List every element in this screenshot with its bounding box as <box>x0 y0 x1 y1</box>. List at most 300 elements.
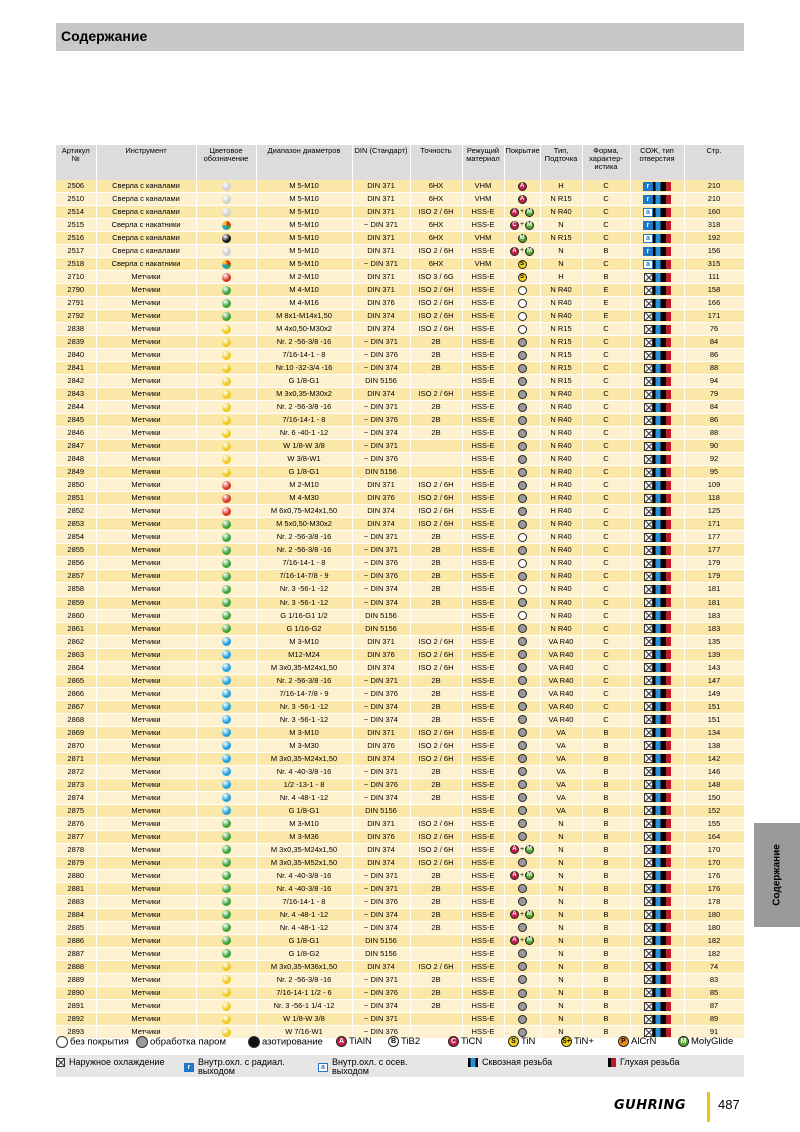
table-cell: Метчики <box>96 453 196 466</box>
coating-icon <box>518 922 527 934</box>
table-cell: N <box>540 895 582 908</box>
table-row <box>56 674 744 687</box>
table-cell: ~ DIN 371 <box>352 765 410 778</box>
table-cell: N R40 <box>540 557 582 570</box>
table-cell: ISO 2 / 6H <box>410 245 462 258</box>
cooling-cell <box>630 518 684 531</box>
color-code-cell <box>196 271 256 284</box>
table-cell: 7/16-14-1 - 8 <box>256 895 352 908</box>
table-cell: HSS-E <box>462 622 504 635</box>
color-ball-icon <box>222 676 231 685</box>
coating-cell <box>504 609 540 622</box>
color-ball-icon <box>222 260 231 269</box>
color-ball-icon <box>222 767 231 776</box>
coating-cell <box>504 336 540 349</box>
table-cell: G 1/8-G1 <box>256 375 352 388</box>
table-cell <box>410 375 462 388</box>
table-cell: 2B <box>410 531 462 544</box>
table-cell: Метчики <box>96 570 196 583</box>
color-code-cell <box>196 921 256 934</box>
table-row <box>56 271 744 284</box>
table-cell: HSS-E <box>462 856 504 869</box>
table-cell: Метчики <box>96 427 196 440</box>
table-cell: M 5-M10 <box>256 193 352 206</box>
color-code-cell <box>196 778 256 791</box>
table-cell: 125 <box>684 505 744 518</box>
table-cell: HSS-E <box>462 284 504 297</box>
table-cell: N R40 <box>540 401 582 414</box>
table-cell: DIN 5156 <box>352 934 410 947</box>
cooling-cell <box>630 375 684 388</box>
column-header: Артикул № <box>56 145 96 180</box>
table-cell: DIN 5156 <box>352 804 410 817</box>
legend-item <box>468 1058 552 1067</box>
cooling-legend-icon: r <box>184 1063 194 1072</box>
legend-label: Сквозная резьба <box>482 1057 553 1068</box>
cooling-icons <box>644 455 671 464</box>
cooling-cell <box>630 193 684 206</box>
table-cell: 171 <box>684 518 744 531</box>
cooling-icons <box>644 637 671 646</box>
table-cell: N R40 <box>540 414 582 427</box>
table-row <box>56 557 744 570</box>
footer-accent-bar <box>707 1092 710 1122</box>
table-cell: VHM <box>462 180 504 193</box>
table-cell: Метчики <box>96 713 196 726</box>
coating-icon <box>518 766 527 778</box>
table-cell: 134 <box>684 726 744 739</box>
table-cell: DIN 374 <box>352 752 410 765</box>
table-cell: B <box>582 960 630 973</box>
coating-icon <box>518 1013 527 1025</box>
table-cell: HSS-E <box>462 388 504 401</box>
table-cell: HSS-E <box>462 401 504 414</box>
table-cell: N <box>540 817 582 830</box>
coating-icon <box>518 284 527 296</box>
table-cell: ~ DIN 376 <box>352 570 410 583</box>
table-row <box>56 960 744 973</box>
table-cell: N <box>540 921 582 934</box>
color-code-cell <box>196 570 256 583</box>
coating-cell <box>504 648 540 661</box>
table-cell: 2838 <box>56 323 96 336</box>
table-cell: 2885 <box>56 921 96 934</box>
legend-item <box>184 1058 298 1076</box>
color-ball-icon <box>222 975 231 984</box>
table-cell: DIN 376 <box>352 739 410 752</box>
table-cell: ISO 2 / 6H <box>410 960 462 973</box>
table-cell: 147 <box>684 674 744 687</box>
cooling-cell <box>630 388 684 401</box>
color-code-cell <box>196 180 256 193</box>
table-cell: Метчики <box>96 635 196 648</box>
table-cell: N R15 <box>540 336 582 349</box>
table-cell: DIN 374 <box>352 518 410 531</box>
table-cell: 2791 <box>56 297 96 310</box>
table-cell: 2850 <box>56 479 96 492</box>
table-cell: 2841 <box>56 362 96 375</box>
table-cell: DIN 371 <box>352 232 410 245</box>
table-cell: 146 <box>684 765 744 778</box>
table-cell: B <box>582 271 630 284</box>
table-cell: DIN 374 <box>352 661 410 674</box>
table-cell: HSS-E <box>462 1013 504 1026</box>
coating-cell <box>504 986 540 999</box>
color-ball-icon <box>222 754 231 763</box>
cooling-cell <box>630 466 684 479</box>
table-cell: N <box>540 986 582 999</box>
color-code-cell <box>196 427 256 440</box>
table-cell: ~ DIN 374 <box>352 791 410 804</box>
cooling-icons: a <box>643 260 671 269</box>
table-cell: Nr. 2 -56-3/8 -16 <box>256 401 352 414</box>
table-cell: 2515 <box>56 219 96 232</box>
color-code-cell <box>196 986 256 999</box>
table-cell: 183 <box>684 622 744 635</box>
cooling-cell <box>630 245 684 258</box>
table-cell: B <box>582 895 630 908</box>
table-row <box>56 518 744 531</box>
table-cell: C <box>582 349 630 362</box>
table-cell: N R15 <box>540 323 582 336</box>
coating-icon: A + M <box>510 870 534 882</box>
table-row <box>56 830 744 843</box>
cooling-cell <box>630 947 684 960</box>
color-ball-icon <box>222 442 231 451</box>
table-cell: Метчики <box>96 440 196 453</box>
table-cell: DIN 374 <box>352 505 410 518</box>
table-cell: 2854 <box>56 531 96 544</box>
table-cell: C <box>582 479 630 492</box>
side-tab-label: Содержание <box>771 844 783 906</box>
table-cell: Метчики <box>96 739 196 752</box>
table-row <box>56 661 744 674</box>
table-cell: N R15 <box>540 375 582 388</box>
table-cell: 2889 <box>56 973 96 986</box>
cooling-icons <box>644 741 671 750</box>
table-cell: B <box>582 947 630 960</box>
header-bar <box>56 23 744 51</box>
table-cell: Метчики <box>96 596 196 609</box>
table-cell: 2877 <box>56 830 96 843</box>
table-cell: HSS-E <box>462 310 504 323</box>
coating-cell <box>504 440 540 453</box>
table-cell: DIN 374 <box>352 388 410 401</box>
coating-cell <box>504 570 540 583</box>
table-cell: Метчики <box>96 1026 196 1039</box>
table-cell: HSS-E <box>462 518 504 531</box>
table-cell: HSS-E <box>462 453 504 466</box>
cooling-icons <box>644 884 671 893</box>
coating-icon <box>518 818 527 830</box>
table-cell: 2871 <box>56 752 96 765</box>
table-cell: Nr. 2 -56-3/8 -16 <box>256 544 352 557</box>
cooling-icons <box>644 650 671 659</box>
cooling-icons <box>644 286 671 295</box>
table-cell: Метчики <box>96 674 196 687</box>
table-cell: 7/16-14-7/8 - 9 <box>256 570 352 583</box>
color-ball-icon <box>222 923 231 932</box>
color-code-cell <box>196 245 256 258</box>
coating-cell <box>504 999 540 1012</box>
table-cell: N R40 <box>540 583 582 596</box>
table-cell: 2852 <box>56 505 96 518</box>
table-cell: VHM <box>462 232 504 245</box>
column-header: DIN (Стандарт) <box>352 145 410 180</box>
table-cell: Метчики <box>96 349 196 362</box>
table-cell: N R40 <box>540 544 582 557</box>
table-cell: 1/2 -13-1 - 8 <box>256 778 352 791</box>
table-cell: C <box>582 258 630 271</box>
table-cell: 2857 <box>56 570 96 583</box>
column-header: Цветовое обозначение <box>196 145 256 180</box>
table-cell: DIN 371 <box>352 206 410 219</box>
cooling-icons: r <box>643 247 671 256</box>
color-code-cell <box>196 934 256 947</box>
table-cell: HSS-E <box>462 219 504 232</box>
coating-cell <box>504 674 540 687</box>
table-cell: HSS-E <box>462 778 504 791</box>
coating-legend-icon <box>136 1036 148 1048</box>
coating-cell <box>504 388 540 401</box>
cooling-cell <box>630 908 684 921</box>
cooling-legend-icon <box>56 1058 65 1067</box>
table-cell: Nr. 3 -56-1 -12 <box>256 596 352 609</box>
cooling-cell <box>630 492 684 505</box>
table-cell: Метчики <box>96 648 196 661</box>
cooling-icons <box>644 598 671 607</box>
table-cell: Метчики <box>96 401 196 414</box>
coating-icon: A + M <box>510 844 534 856</box>
cooling-icons <box>644 559 671 568</box>
table-cell: 118 <box>684 492 744 505</box>
table-cell: HSS-E <box>462 466 504 479</box>
table-cell: HSS-E <box>462 336 504 349</box>
table-cell: 2883 <box>56 895 96 908</box>
color-code-cell <box>196 687 256 700</box>
table-cell: G 1/16-G1 1/2 <box>256 609 352 622</box>
table-cell: C <box>582 232 630 245</box>
coating-cell <box>504 206 540 219</box>
color-ball-icon <box>222 221 231 230</box>
table-cell: 2876 <box>56 817 96 830</box>
color-ball-icon <box>222 377 231 386</box>
coating-icon <box>518 649 527 661</box>
table-cell: DIN 371 <box>352 193 410 206</box>
table-cell: C <box>582 336 630 349</box>
coating-icon <box>518 310 527 322</box>
table-cell: HSS-E <box>462 635 504 648</box>
coating-cell <box>504 895 540 908</box>
coating-icon <box>518 349 527 361</box>
table-cell: C <box>582 375 630 388</box>
table-cell: 2B <box>410 687 462 700</box>
table-cell <box>410 440 462 453</box>
legend-label: TiAlN <box>349 1036 372 1048</box>
cooling-icons <box>644 325 671 334</box>
table-cell: B <box>582 778 630 791</box>
table-cell: 88 <box>684 362 744 375</box>
table-cell: VA R40 <box>540 648 582 661</box>
table-cell: Метчики <box>96 323 196 336</box>
table-cell: Nr. 2 -56-3/8 -16 <box>256 336 352 349</box>
table-cell: M 3x0,35-M24x1,50 <box>256 752 352 765</box>
table-cell: N R40 <box>540 622 582 635</box>
table-cell: Метчики <box>96 726 196 739</box>
table-row <box>56 336 744 349</box>
coating-cell <box>504 518 540 531</box>
cooling-icons <box>644 481 671 490</box>
table-cell: HSS-E <box>462 271 504 284</box>
table-cell: Метчики <box>96 817 196 830</box>
table-cell: 2B <box>410 674 462 687</box>
cooling-icons <box>644 962 671 971</box>
color-ball-icon <box>222 572 231 581</box>
table-cell: M 4-M10 <box>256 284 352 297</box>
table-cell: Метчики <box>96 687 196 700</box>
color-ball-icon <box>222 429 231 438</box>
coating-legend-icon: B <box>388 1036 399 1047</box>
table-cell: DIN 371 <box>352 284 410 297</box>
table-cell: 210 <box>684 193 744 206</box>
color-ball-icon <box>222 247 231 256</box>
table-cell: 6HX <box>410 258 462 271</box>
table-cell: 2868 <box>56 713 96 726</box>
table-cell: DIN 371 <box>352 817 410 830</box>
cooling-cell <box>630 856 684 869</box>
coating-cell <box>504 739 540 752</box>
table-cell: ISO 2 / 6H <box>410 492 462 505</box>
table-cell: 2887 <box>56 947 96 960</box>
cooling-icons <box>644 858 671 867</box>
table-cell: Метчики <box>96 1013 196 1026</box>
cooling-cell <box>630 960 684 973</box>
coating-icon <box>518 323 527 335</box>
table-cell: HSS-E <box>462 804 504 817</box>
cooling-cell <box>630 687 684 700</box>
column-header: Форма, характер-истика <box>582 145 630 180</box>
coating-icon: A <box>518 193 527 205</box>
table-cell: 318 <box>684 219 744 232</box>
coating-icon: A + M <box>510 909 534 921</box>
table-cell: 2B <box>410 921 462 934</box>
color-code-cell <box>196 830 256 843</box>
table-cell: N <box>540 258 582 271</box>
table-cell: N R40 <box>540 570 582 583</box>
color-ball-icon <box>222 884 231 893</box>
table-cell: HSS-E <box>462 986 504 999</box>
color-ball-icon <box>222 481 231 490</box>
coating-icon <box>518 779 527 791</box>
coating-icon <box>518 623 527 635</box>
table-cell: N R15 <box>540 232 582 245</box>
table-cell: 2879 <box>56 856 96 869</box>
table-cell: C <box>582 687 630 700</box>
coating-cell <box>504 531 540 544</box>
coating-cell <box>504 596 540 609</box>
table-cell: ~ DIN 374 <box>352 427 410 440</box>
cooling-icons <box>644 832 671 841</box>
table-cell: N <box>540 999 582 1012</box>
coating-icon <box>518 440 527 452</box>
table-cell: ISO 2 / 6H <box>410 297 462 310</box>
cooling-cell <box>630 349 684 362</box>
cooling-cell <box>630 843 684 856</box>
coating-icon <box>518 492 527 504</box>
table-cell: 86 <box>684 414 744 427</box>
table-cell: 2880 <box>56 869 96 882</box>
table-cell: 151 <box>684 713 744 726</box>
coating-icon <box>518 336 527 348</box>
table-cell: 6HX <box>410 219 462 232</box>
table-cell <box>410 804 462 817</box>
table-cell: ISO 2 / 6H <box>410 661 462 674</box>
color-code-cell <box>196 609 256 622</box>
table-cell: HSS-E <box>462 505 504 518</box>
color-code-cell <box>196 323 256 336</box>
table-cell: B <box>582 882 630 895</box>
table-cell: 138 <box>684 739 744 752</box>
color-code-cell <box>196 531 256 544</box>
table-cell: 171 <box>684 310 744 323</box>
table-cell: DIN 374 <box>352 310 410 323</box>
table-cell: ~ DIN 371 <box>352 258 410 271</box>
legend-item <box>56 1058 164 1067</box>
table-cell: 2B <box>410 999 462 1012</box>
coating-cell <box>504 544 540 557</box>
table-cell: 2878 <box>56 843 96 856</box>
color-code-cell <box>196 661 256 674</box>
cooling-cell <box>630 830 684 843</box>
coating-icon <box>518 375 527 387</box>
cooling-cell <box>630 986 684 999</box>
table-cell: ~ DIN 374 <box>352 713 410 726</box>
table-cell: HSS-E <box>462 843 504 856</box>
cooling-cell <box>630 804 684 817</box>
color-ball-icon <box>222 624 231 633</box>
coating-cell <box>504 427 540 440</box>
table-cell: 91 <box>684 1026 744 1039</box>
table-cell: Метчики <box>96 414 196 427</box>
table-cell: HSS-E <box>462 531 504 544</box>
table-cell: C <box>582 362 630 375</box>
table-row <box>56 921 744 934</box>
cooling-cell <box>630 752 684 765</box>
table-cell: Nr. 3 -56-1 -12 <box>256 583 352 596</box>
coating-cell <box>504 479 540 492</box>
side-tab[interactable] <box>754 823 800 927</box>
coating-icon: A + M <box>510 206 534 218</box>
color-code-cell <box>196 414 256 427</box>
table-cell: B <box>582 856 630 869</box>
coating-icon <box>518 857 527 869</box>
table-cell: 178 <box>684 895 744 908</box>
table-row <box>56 869 744 882</box>
table-cell: Nr. 4 -40-3/8 -16 <box>256 869 352 882</box>
table-cell: Метчики <box>96 466 196 479</box>
table-cell: DIN 371 <box>352 245 410 258</box>
table-cell: HSS-E <box>462 908 504 921</box>
coating-cell <box>504 193 540 206</box>
table-cell: VA <box>540 752 582 765</box>
table-cell: 2518 <box>56 258 96 271</box>
legend-label: TiN+ <box>574 1036 594 1048</box>
coating-cell <box>504 401 540 414</box>
table-cell: C <box>582 453 630 466</box>
coating-icon: A <box>518 180 527 192</box>
table-cell: C <box>582 414 630 427</box>
color-ball-icon <box>222 598 231 607</box>
